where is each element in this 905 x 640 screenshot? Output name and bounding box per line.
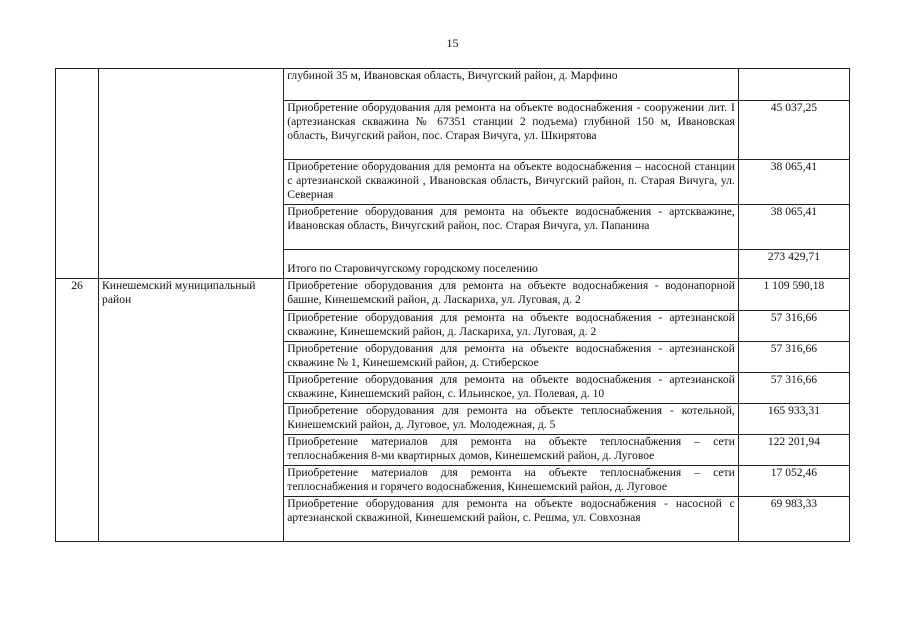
description-cell: Приобретение оборудования для ремонта на объекте водоснабжения - насосной с артезианской скважиной, Кинешемский район, с. Решма, ул. Совхозная (284, 497, 739, 542)
amount-cell: 165 933,31 (738, 404, 849, 435)
description-cell: Приобретение оборудования для ремонта на объекте водоснабжения - артезианской скважине № 1, Кинешемский район, д. Стиберское (284, 342, 739, 373)
description-cell: Приобретение материалов для ремонта на объекте теплоснабжения – сети теплоснабжения и горячего водоснабжения, Кинешемский район, д. Луговое (284, 466, 739, 497)
amount-cell: 57 316,66 (738, 373, 849, 404)
description-cell: Приобретение оборудования для ремонта на объекте водоснабжения - артскважине, Ивановская область, Вичугский район, пос. Старая Вичуга, ул. Папанина (284, 205, 739, 250)
description-cell: Приобретение оборудования для ремонта на объекте водоснабжения - сооружении лит. I (артезианская скважина № 67351 станции 2 подъема) глубиной 150 м, Ивановская область, Вичугский район, пос. Старая Вичуга, ул. Шкирятова (284, 101, 739, 160)
page-number: 15 (446, 36, 459, 50)
description-cell: Приобретение материалов для ремонта на объекте теплоснабжения – сети теплоснабжения 8-ми квартирных домов, Кинешемский район, д. Луговое (284, 435, 739, 466)
amount-cell: 122 201,94 (738, 435, 849, 466)
amount-cell: 17 052,46 (738, 466, 849, 497)
amount-cell: 57 316,66 (738, 311, 849, 342)
amount-cell: 69 983,33 (738, 497, 849, 542)
amount-cell: 57 316,66 (738, 342, 849, 373)
description-cell: Приобретение оборудования для ремонта на объекте водоснабжения - артезианской скважине, Кинешемский район, с. Ильинское, ул. Полевая, д. 10 (284, 373, 739, 404)
row-number-cell (56, 69, 99, 279)
amount-cell (738, 69, 849, 101)
description-cell: Приобретение оборудования для ремонта на объекте водоснабжения - артезианской скважине, Кинешемский район, д. Ласкариха, ул. Луговая, д. 2 (284, 311, 739, 342)
subtotal-label: Итого по Старовичугскому городскому поселению (284, 250, 739, 279)
amount-cell: 38 065,41 (738, 205, 849, 250)
table-row (56, 69, 850, 101)
district-cell (99, 69, 284, 279)
amount-cell: 45 037,25 (738, 101, 849, 160)
funding-table (55, 68, 850, 542)
description-cell: глубиной 35 м, Ивановская область, Вичугский район, д. Марфино (284, 69, 739, 101)
amount-cell: 38 065,41 (738, 160, 849, 205)
description-cell: Приобретение оборудования для ремонта на объекте водоснабжения – насосной станции с артезианской скважиной , Ивановская область, Вичугский район, п. Старая Вичуга, ул. Северная (284, 160, 739, 205)
district-cell: Кинешемский муниципальный район (99, 279, 284, 542)
row-number-cell: 26 (56, 279, 99, 542)
description-cell: Приобретение оборудования для ремонта на объекте теплоснабжения - котельной, Кинешемский район, д. Луговое, ул. Молодежная, д. 5 (284, 404, 739, 435)
description-cell: Приобретение оборудования для ремонта на объекте водоснабжения - водонапорной башне, Кинешемский район, д. Ласкариха, ул. Луговая, д. 2 (284, 279, 739, 311)
amount-cell: 1 109 590,18 (738, 279, 849, 311)
subtotal-amount: 273 429,71 (738, 250, 849, 279)
table-row (56, 279, 850, 311)
